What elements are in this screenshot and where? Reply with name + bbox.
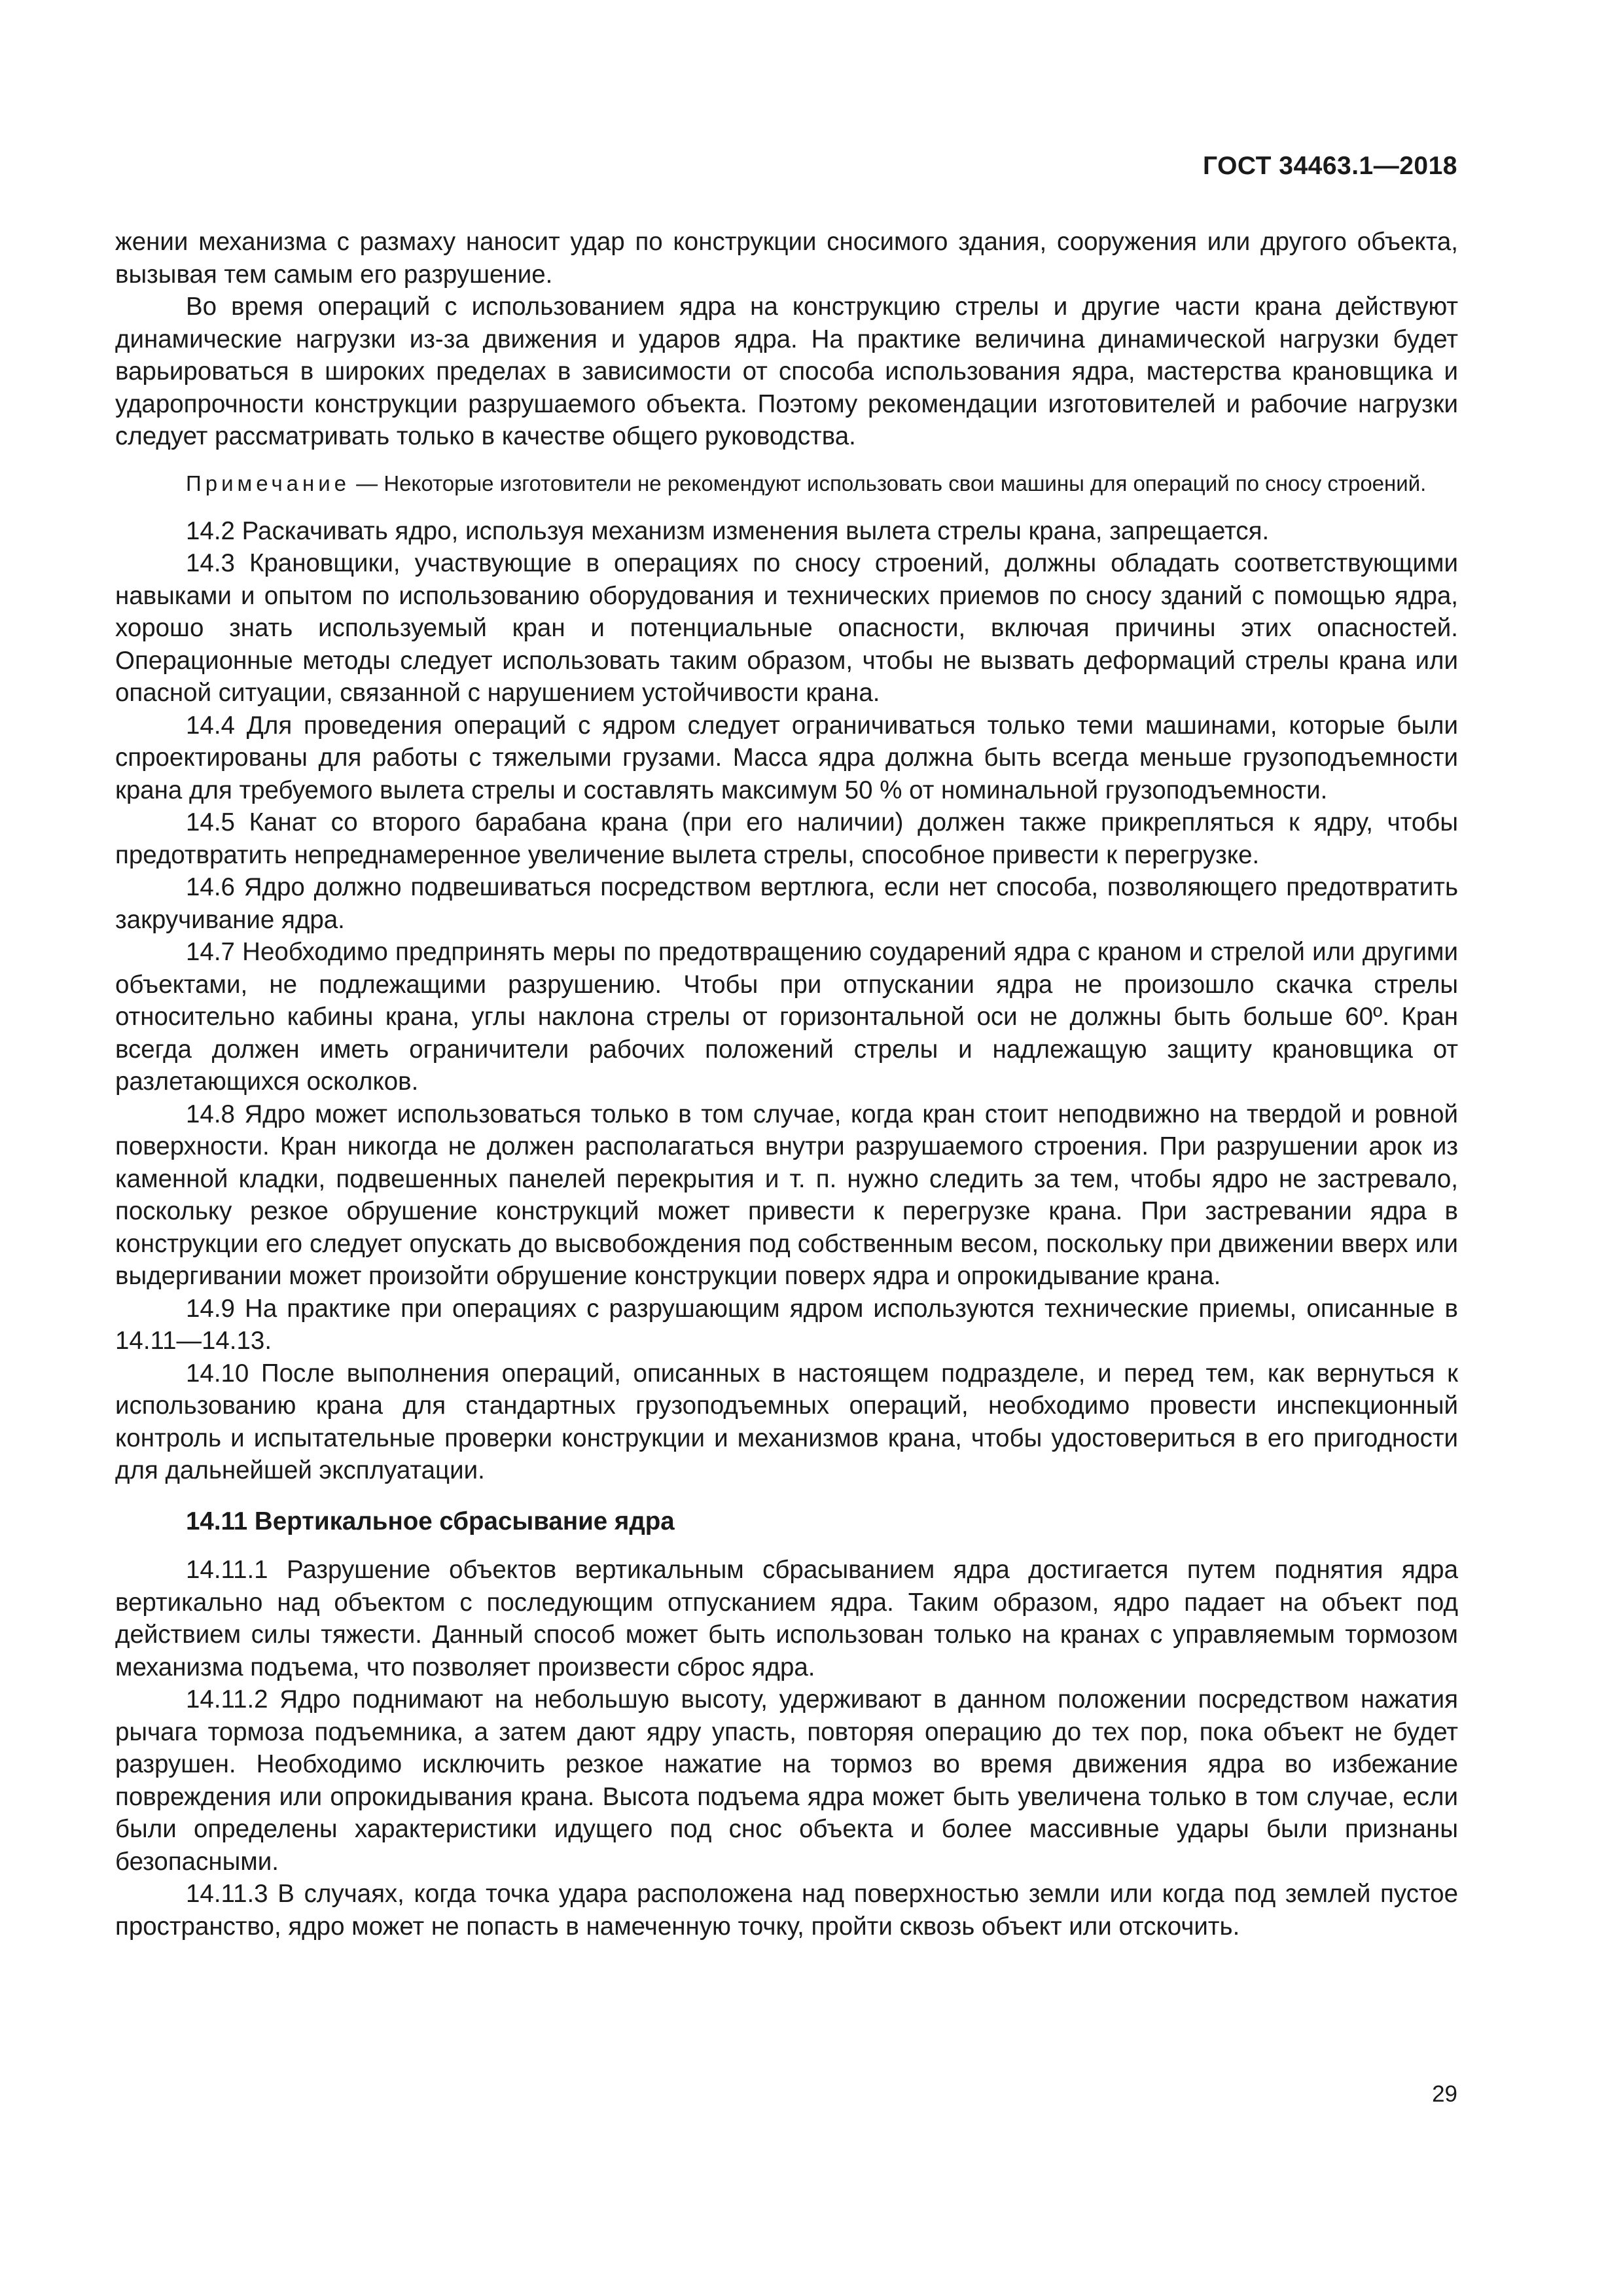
clause-14-7: 14.7 Необходимо предпринять меры по предотвращению соударений ядра с краном и стрелой или другими объектами, не подлежащими разрушению. Чтобы при отпускании ядра не произошло скачка стрелы относительно кабины крана, углы наклона стрелы от горизонтальной оси не должны быть больше 60º. Кран всегда должен иметь ограничители рабочих положений стрелы и надлежащую защиту крановщика от разлетающихся осколков. [115,938,1458,1096]
standard-id-header: ГОСТ 34463.1—2018 [1202,152,1457,180]
note-text: — Некоторые изготовители не рекомендуют использовать свои машины для операций по сносу строений. [350,471,1427,495]
clause-14-6: 14.6 Ядро должно подвешиваться посредством вертлюга, если нет способа, позволяющего предотвратить закручивание ядра. [115,873,1458,934]
paragraph-continuation: жении механизма с размаху наносит удар по конструкции сносимого здания, сооружения или другого объекта, вызывая тем самым его разрушение. [115,228,1458,289]
clause-14-8: 14.8 Ядро может использоваться только в том случае, когда кран стоит неподвижно на твердой и ровной поверхности. Кран никогда не должен располагаться внутри разрушаемого строения. При разрушении арок из каменной кладки, подвешенных панелей перекрытия и т. п. нужно следить за тем, чтобы ядро не застревало, поскольку резкое обрушение конструкций может привести к перегрузке крана. При застревании ядра в конструкции его следует опускать до высвобождения под собственным весом, поскольку при движении вверх или выдергивании может произойти обрушение конструкции поверх ядра и опрокидывание крана. [115,1100,1458,1290]
clause-14-10: 14.10 После выполнения операций, описанных в настоящем подразделе, и перед тем, как вернуться к использованию крана для стандартных грузоподъемных операций, необходимо провести инспекционный контроль и испытательные проверки конструкции и механизмов крана, чтобы удостовериться в его пригодности для дальнейшей эксплуатации. [115,1359,1458,1484]
clause-14-2: 14.2 Раскачивать ядро, используя механизм изменения вылета стрелы крана, запрещается. [186,516,1270,545]
clause-14-11-3: 14.11.3 В случаях, когда точка удара расположена над поверхностью земли или когда под землей пустое пространство, ядро может не попасть в намеченную точку, пройти сквозь объект или отскочить. [115,1880,1458,1941]
clause-14-3: 14.3 Крановщики, участвующие в операциях по сносу строений, должны обладать соответствующими навыками и опытом по использованию оборудования и технических приемов по сносу зданий с помощью ядра, хорошо знать используемый кран и потенциальные опасности, включая причины этих опасностей. Операционные методы следует использовать таким образом, чтобы не вызвать деформаций стрелы крана или опасной ситуации, связанной с нарушением устойчивости крана. [115,549,1458,707]
section-heading-14-11: 14.11 Вертикальное сбрасывание ядра [186,1507,675,1535]
clause-14-9: 14.9 На практике при операциях с разрушающим ядром используются технические приемы, описанные в 14.11—14.13. [115,1294,1458,1355]
clause-14-11-1: 14.11.1 Разрушение объектов вертикальным сбрасыванием ядра достигается путем поднятия ядра вертикально над объектом с последующим отпусканием ядра. Таким образом, ядро падает на объект под действием силы тяжести. Данный способ может быть использован только на кранах с управляемым тормозом механизма подъема, что позволяет произвести сброс ядра. [115,1556,1458,1681]
note-label: Примечание [186,471,351,495]
clause-14-11-2: 14.11.2 Ядро поднимают на небольшую высоту, удерживают в данном положении посредством нажатия рычага тормоза подъемника, а затем дают ядру упасть, повторяя операцию до тех пор, пока объект не будет разрушен. Необходимо исключить резкое нажатие на тормоз во время движения ядра во избежание повреждения или опрокидывания крана. Высота подъема ядра может быть увеличена только в том случае, если были определены характеристики идущего под снос объекта и более массивные удары были признаны безопасными. [115,1685,1458,1876]
note [115,469,1458,498]
page-number: 29 [1432,2081,1457,2107]
page-body [115,226,1458,1943]
paragraph-dynamic-loads: Во время операций с использованием ядра на конструкцию стрелы и другие части крана действуют динамические нагрузки из-за движения и ударов ядра. На практике величина динамической нагрузки будет варьироваться в широких пределах в зависимости от способа использования ядра, мастерства крановщика и ударопрочности конструкции разрушаемого объекта. Поэтому рекомендации изготовителей и рабочие нагрузки следует рассматривать только в качестве общего руководства. [115,293,1458,450]
clause-14-4: 14.4 Для проведения операций с ядром следует ограничиваться только теми машинами, которые были спроектированы для работы с тяжелыми грузами. Масса ядра должна быть всегда меньше грузоподъемности крана для требуемого вылета стрелы и составлять максимум 50 % от номинальной грузоподъемности. [115,711,1458,804]
clause-14-5: 14.5 Канат со второго барабана крана (при его наличии) должен также прикрепляться к ядру, чтобы предотвратить непреднамеренное увеличение вылета стрелы, способное привести к перегрузке. [115,808,1458,869]
